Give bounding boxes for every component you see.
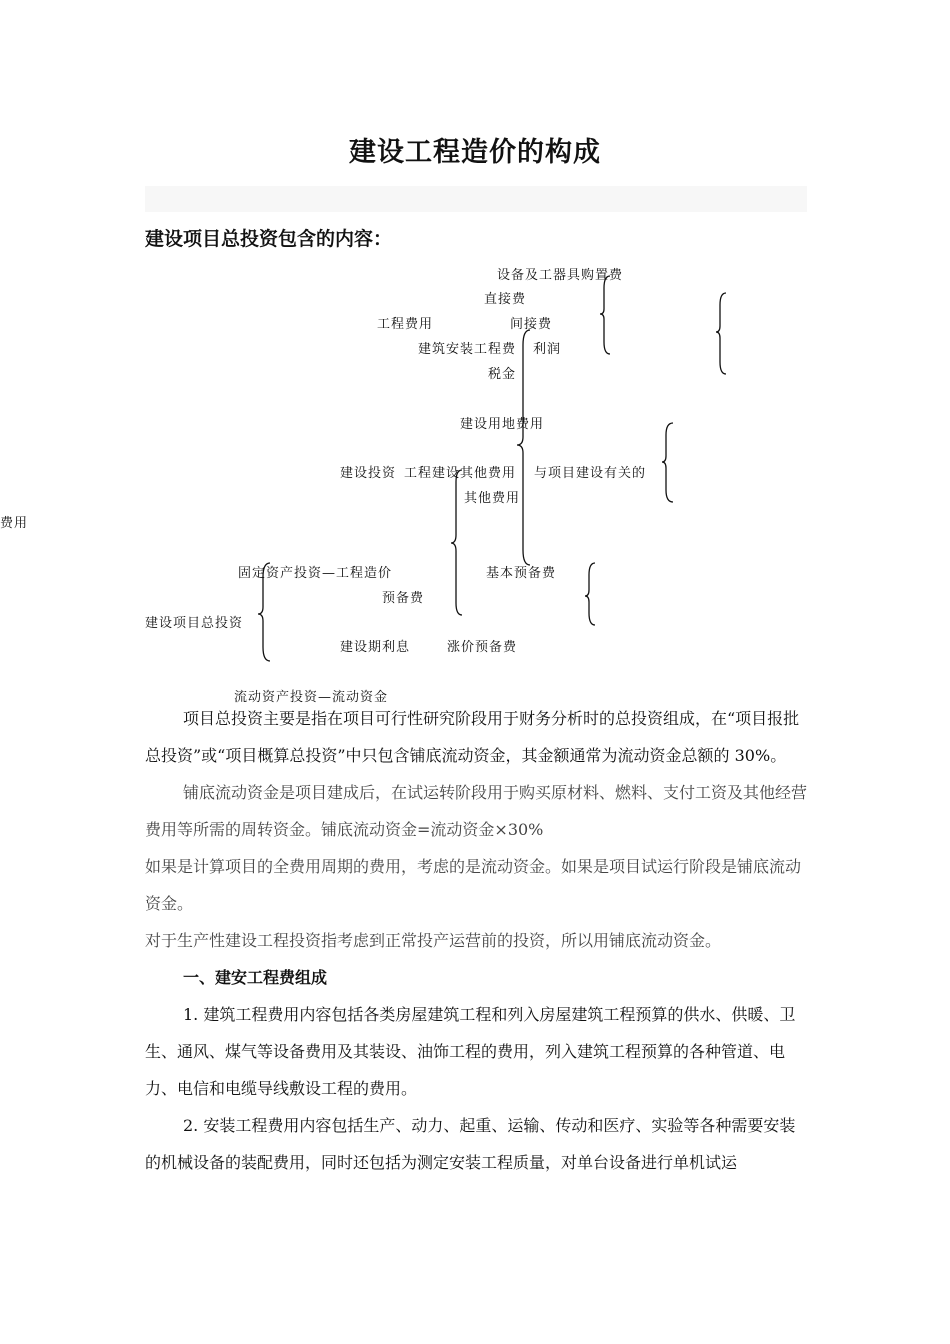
label-indirect: 间接费 bbox=[510, 317, 553, 332]
paragraph-total-investment: 项目总投资主要是指在项目可行性研究阶段用于财务分析时的总投资组成，在“项目报批总投资”或“项目概算总投资”中只包含铺底流动资金，其金额通常为流动资金总额的 30%。 bbox=[145, 709, 800, 765]
label-fixed: 固定资产投资—工程造价 bbox=[238, 566, 393, 581]
label-build-install: 建筑安装工程费 bbox=[418, 342, 517, 357]
label-profit: 利润 bbox=[533, 342, 562, 357]
label-invest: 建设投资 bbox=[340, 466, 397, 481]
label-direct: 直接费 bbox=[484, 292, 527, 307]
brace-engineering bbox=[517, 330, 530, 565]
brace-invest bbox=[451, 470, 462, 615]
label-reserve: 预备费 bbox=[382, 591, 425, 606]
section-heading-1: 一、建安工程费组成 bbox=[183, 968, 328, 987]
body-text bbox=[145, 700, 807, 1181]
label-basic-reserve: 基本预备费 bbox=[486, 566, 557, 581]
brace-reserve bbox=[585, 563, 595, 625]
label-other2: 其他费用 bbox=[464, 491, 521, 506]
page-title: 建设工程造价的构成 bbox=[349, 137, 601, 168]
brace-right-top bbox=[716, 293, 726, 374]
label-eng-cost: 工程费用 bbox=[377, 317, 434, 332]
label-price-reserve: 涨价预备费 bbox=[447, 640, 518, 655]
label-related: 与项目建设有关的 bbox=[534, 466, 647, 481]
label-land: 建设用地费用 bbox=[460, 417, 545, 432]
label-left-cut: 费用 bbox=[0, 516, 29, 531]
brace-related bbox=[662, 423, 673, 502]
label-tax: 税金 bbox=[488, 367, 517, 382]
paragraph-building-cost: 1. 建筑工程费用内容包括各类房屋建筑工程和列入房屋建筑工程预算的供水、供暖、卫生、通风、煤气等设备费用及其装设、油饰工程的费用，列入建筑工程预算的各种管道、电力、电信和电缆导线敷设工程的费用。 bbox=[145, 1005, 796, 1098]
section-subtitle: 建设项目总投资包含的内容： bbox=[145, 228, 393, 250]
paragraph-working-capital: 铺底流动资金是项目建成后，在试运转阶段用于购买原材料、燃料、支付工资及其他经营费用等所需的周转资金。铺底流动资金=流动资金×30% bbox=[145, 783, 808, 839]
paragraph-install-cost: 2. 安装工程费用内容包括生产、动力、起重、运输、传动和医疗、实验等各种需要安装的机械设备的装配费用，同时还包括为测定安装工程质量，对单台设备进行单机试运 bbox=[145, 1116, 796, 1172]
label-interest: 建设期利息 bbox=[340, 640, 411, 655]
label-current: 流动资产投资—流动资金 bbox=[234, 690, 389, 705]
label-other: 工程建设其他费用 bbox=[404, 466, 517, 481]
brace-equip-group bbox=[600, 276, 610, 354]
label-total: 建设项目总投资 bbox=[145, 616, 244, 631]
label-equip: 设备及工器具购置费 bbox=[497, 268, 624, 283]
paragraph-production: 对于生产性建设工程投资指考虑到正常投产运营前的投资，所以用铺底流动资金。 bbox=[145, 931, 722, 950]
paragraph-full-cycle: 如果是计算项目的全费用周期的费用，考虑的是流动资金。如果是项目试运行阶段是铺底流动资金。 bbox=[145, 857, 802, 913]
